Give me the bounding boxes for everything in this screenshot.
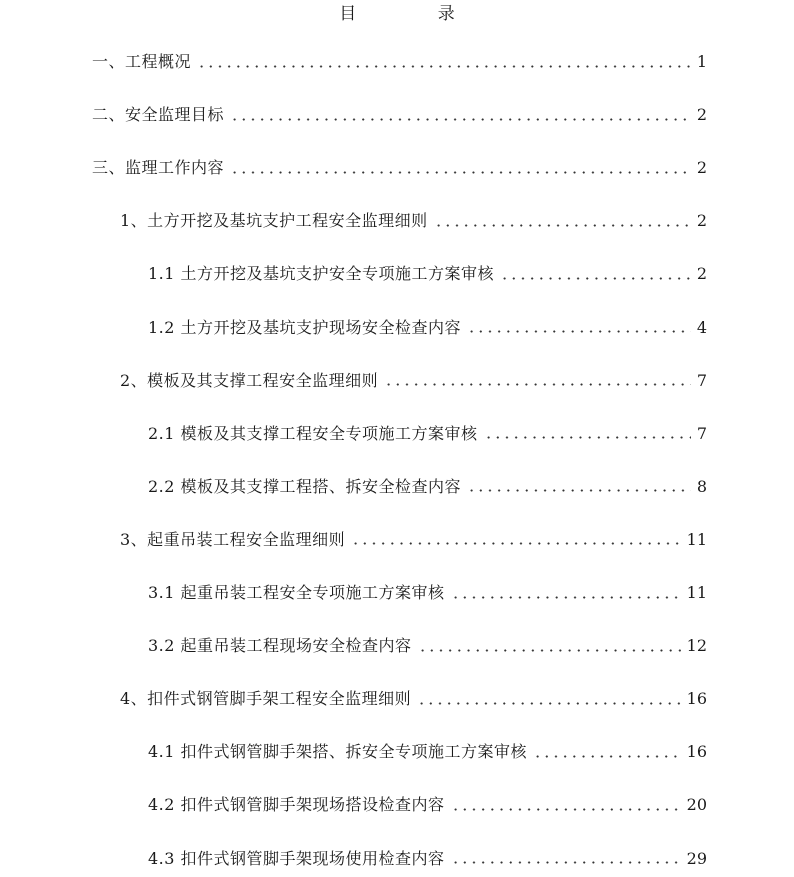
toc-entry-text: 2.1 模板及其支撑工程安全专项施工方案审核 [148,423,478,443]
toc-dot-leader [197,65,691,68]
toc-entry-text: 2.2 模板及其支撑工程搭、拆安全检查内容 [148,476,462,496]
toc-entry[interactable] [92,50,707,74]
toc-page-number: 16 [686,689,707,709]
toc-page-number: 2 [696,211,707,231]
toc-dot-leader [351,542,680,545]
toc-dot-leader [467,330,691,333]
toc-entry[interactable] [148,316,707,340]
toc-dot-leader [500,277,691,280]
toc-page-number: 11 [686,529,707,549]
toc-dot-leader [418,649,681,652]
toc-page-number: 7 [696,370,707,390]
toc-entry-text: 3.2 起重吊装工程现场安全检查内容 [148,636,412,656]
toc-entry[interactable] [148,422,707,446]
toc-entry[interactable] [148,847,707,871]
toc-page-number: 2 [696,264,707,284]
toc-entry-text: 1、土方开挖及基坑支护工程安全监理细则 [120,211,428,231]
toc-page-number: 29 [686,848,707,868]
toc-entry-text: 三、监理工作内容 [92,158,225,178]
toc-entry[interactable] [148,475,707,499]
toc-dot-leader [451,596,681,599]
toc-page-number: 4 [696,317,707,337]
toc-entry-text: 二、安全监理目标 [92,105,225,125]
toc-entry[interactable] [148,740,707,764]
toc-dot-leader [434,224,691,227]
toc-entry[interactable] [120,528,707,552]
toc-entry-text: 4.3 扣件式钢管脚手架现场使用检查内容 [148,848,445,868]
toc-page-number: 2 [696,105,707,125]
toc-entry-text: 4.1 扣件式钢管脚手架搭、拆安全专项施工方案审核 [148,742,528,762]
toc-page-number: 1 [696,52,707,71]
toc-dot-leader [230,171,691,174]
toc-entry-text: 4、扣件式钢管脚手架工程安全监理细则 [120,689,412,709]
toc-entry-text: 3、起重吊装工程安全监理细则 [120,529,346,549]
toc-page-number: 11 [686,583,707,602]
toc-dot-leader [451,808,681,811]
toc-entry-text: 一、工程概况 [92,52,192,71]
toc-entry-text: 3.1 起重吊装工程安全专项施工方案审核 [148,583,445,602]
toc-entry-text: 2、模板及其支撑工程安全监理细则 [120,370,379,390]
toc-page-number: 20 [686,795,707,815]
toc-entry[interactable] [148,793,707,817]
toc-page-number: 16 [686,742,707,762]
toc-page-number: 2 [696,158,707,178]
toc-entry[interactable] [120,369,707,393]
toc-entry-text: 1.1 土方开挖及基坑支护安全专项施工方案审核 [148,264,495,284]
toc-page-number: 7 [696,423,707,443]
toc-entry[interactable] [148,581,707,605]
toc-dot-leader [451,861,681,864]
toc-dot-leader [533,755,681,758]
toc-entry[interactable] [92,156,707,180]
toc-dot-leader [467,489,691,492]
toc-entry-text: 4.2 扣件式钢管脚手架现场搭设检查内容 [148,795,445,815]
toc-entry[interactable] [148,634,707,658]
toc-dot-leader [417,702,680,705]
toc-page-number: 8 [696,476,707,496]
toc-entry[interactable] [148,262,707,286]
toc-entry[interactable] [92,103,707,127]
toc-entry-text: 1.2 土方开挖及基坑支护现场安全检查内容 [148,317,462,337]
toc-dot-leader [230,118,691,121]
toc-entry[interactable] [120,687,707,711]
toc-dot-leader [384,383,691,386]
toc-dot-leader [484,436,691,439]
toc-page-number: 12 [686,636,707,656]
toc-entry[interactable] [120,209,707,233]
toc-title: 目 录 [339,4,493,24]
